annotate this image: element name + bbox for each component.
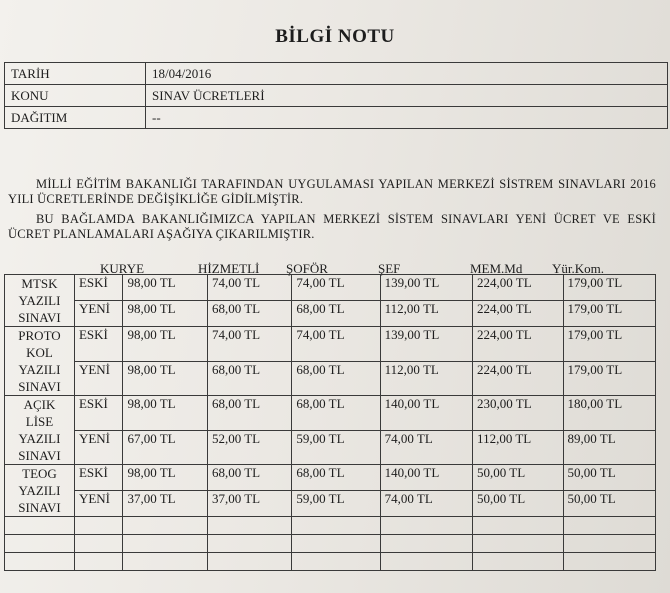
exam-name-line: TEOG <box>22 466 57 481</box>
table-row <box>5 327 656 362</box>
fee-value-cell: 37,00 TL <box>207 491 291 517</box>
empty-cell <box>380 535 472 553</box>
column-header-sofor: ŞOFÖR <box>286 261 328 276</box>
empty-cell <box>5 535 75 553</box>
fee-value-cell: 179,00 TL <box>563 275 655 301</box>
fee-value-cell: 59,00 TL <box>292 491 380 517</box>
info-table <box>4 62 668 129</box>
empty-row <box>5 517 656 535</box>
exam-name-line: SINAVI <box>18 310 61 325</box>
empty-cell <box>473 553 564 571</box>
table-row <box>5 430 656 465</box>
fee-value-cell: 67,00 TL <box>123 430 207 465</box>
empty-cell <box>5 517 75 535</box>
fee-value-cell: 230,00 TL <box>473 396 564 431</box>
meta-label: TARİH <box>5 63 146 85</box>
table-row <box>5 491 656 517</box>
fee-type-cell: YENİ <box>74 491 123 517</box>
exam-name-line: SINAVI <box>18 500 61 515</box>
empty-row <box>5 553 656 571</box>
meta-row-subject <box>5 85 668 107</box>
column-header-sef: ŞEF <box>378 261 401 276</box>
column-header-kurye: KURYE <box>100 261 145 276</box>
fee-value-cell: 74,00 TL <box>380 430 472 465</box>
fee-value-cell: 98,00 TL <box>123 275 207 301</box>
exam-name-line: YAZILI <box>18 362 61 377</box>
fee-value-cell: 180,00 TL <box>563 396 655 431</box>
table-row <box>5 396 656 431</box>
empty-cell <box>123 517 207 535</box>
fee-value-cell: 140,00 TL <box>380 396 472 431</box>
empty-cell <box>292 535 380 553</box>
empty-cell <box>74 517 123 535</box>
fee-value-cell: 98,00 TL <box>123 465 207 491</box>
meta-row-date <box>5 63 668 85</box>
empty-cell <box>563 535 655 553</box>
fee-value-cell: 98,00 TL <box>123 361 207 396</box>
fee-value-cell: 179,00 TL <box>563 301 655 327</box>
fee-type-cell: YENİ <box>74 301 123 327</box>
fee-value-cell: 224,00 TL <box>473 275 564 301</box>
meta-label: KONU <box>5 85 146 107</box>
fee-type-cell: ESKİ <box>74 465 123 491</box>
fee-value-cell: 74,00 TL <box>207 275 291 301</box>
fee-value-cell: 112,00 TL <box>380 361 472 396</box>
empty-cell <box>380 553 472 571</box>
fee-value-cell: 68,00 TL <box>207 301 291 327</box>
document-title: BİLGİ NOTU <box>275 26 395 47</box>
empty-cell <box>292 517 380 535</box>
fee-type-cell: YENİ <box>74 430 123 465</box>
fee-value-cell: 59,00 TL <box>292 430 380 465</box>
fee-value-cell: 98,00 TL <box>123 301 207 327</box>
fee-value-cell: 112,00 TL <box>380 301 472 327</box>
fee-value-cell: 139,00 TL <box>380 275 472 301</box>
exam-name-line: YAZILI <box>18 431 61 446</box>
fee-value-cell: 224,00 TL <box>473 301 564 327</box>
fee-type-cell: YENİ <box>74 361 123 396</box>
meta-value: 18/04/2016 <box>146 63 668 85</box>
exam-name-cell <box>5 327 75 396</box>
fee-value-cell: 74,00 TL <box>292 327 380 362</box>
fee-value-cell: 68,00 TL <box>207 396 291 431</box>
empty-cell <box>5 553 75 571</box>
table-row <box>5 301 656 327</box>
meta-row-distribution <box>5 107 668 129</box>
exam-name-line: PROTO <box>18 328 61 343</box>
exam-name-line: LİSE <box>25 414 54 429</box>
meta-label: DAĞITIM <box>5 107 146 129</box>
empty-cell <box>563 553 655 571</box>
fee-type-cell: ESKİ <box>74 275 123 301</box>
empty-cell <box>563 517 655 535</box>
fee-table <box>4 274 656 571</box>
table-row <box>5 275 656 301</box>
detail-paragraph: BU BAĞLAMDA BAKANLIĞIMIZCA YAPILAN MERKEZİ SİSTEM SINAVLARI YENİ ÜCRET VE ESKİ ÜCRET PLANLAMALARI AŞAĞIYA ÇIKARILMIŞTIR. <box>8 212 656 241</box>
exam-name-cell <box>5 465 75 517</box>
exam-name-line: KOL <box>26 345 53 360</box>
intro-paragraph: MİLLİ EĞİTİM BAKANLIĞI TARAFINDAN UYGULAMASI YAPILAN MERKEZİ SİSTREM SINAVLARI 2016 YILI ÜCRETLERİNDE DEĞİŞİKLİĞE GİDİLMİŞTİR. <box>8 177 656 206</box>
fee-value-cell: 68,00 TL <box>292 465 380 491</box>
table-row <box>5 361 656 396</box>
fee-value-cell: 139,00 TL <box>380 327 472 362</box>
exam-name-line: YAZILI <box>18 293 61 308</box>
column-header-yur-kom: Yür.Kom. <box>552 261 604 276</box>
empty-cell <box>123 553 207 571</box>
exam-name-line: SINAVI <box>18 379 61 394</box>
empty-cell <box>207 553 291 571</box>
fee-value-cell: 68,00 TL <box>207 465 291 491</box>
fee-value-cell: 179,00 TL <box>563 327 655 362</box>
empty-cell <box>74 553 123 571</box>
empty-row <box>5 535 656 553</box>
exam-name-cell <box>5 275 75 327</box>
fee-type-cell: ESKİ <box>74 327 123 362</box>
fee-value-cell: 140,00 TL <box>380 465 472 491</box>
exam-name-line: MTSK <box>21 276 58 291</box>
exam-name-line: AÇIK <box>23 397 56 412</box>
meta-value: SINAV ÜCRETLERİ <box>146 85 668 107</box>
meta-value: -- <box>146 107 668 129</box>
empty-cell <box>473 517 564 535</box>
fee-value-cell: 68,00 TL <box>207 361 291 396</box>
fee-value-cell: 68,00 TL <box>292 301 380 327</box>
exam-name-cell <box>5 396 75 465</box>
empty-cell <box>292 553 380 571</box>
empty-cell <box>74 535 123 553</box>
fee-value-cell: 98,00 TL <box>123 396 207 431</box>
fee-value-cell: 50,00 TL <box>473 491 564 517</box>
fee-value-cell: 50,00 TL <box>473 465 564 491</box>
fee-value-cell: 50,00 TL <box>563 491 655 517</box>
exam-name-line: YAZILI <box>18 483 61 498</box>
empty-cell <box>380 517 472 535</box>
fee-value-cell: 50,00 TL <box>563 465 655 491</box>
table-row <box>5 465 656 491</box>
fee-value-cell: 74,00 TL <box>292 275 380 301</box>
fee-value-cell: 224,00 TL <box>473 327 564 362</box>
empty-cell <box>473 535 564 553</box>
fee-value-cell: 98,00 TL <box>123 327 207 362</box>
fee-value-cell: 68,00 TL <box>292 396 380 431</box>
fee-value-cell: 68,00 TL <box>292 361 380 396</box>
fee-value-cell: 112,00 TL <box>473 430 564 465</box>
empty-cell <box>123 535 207 553</box>
fee-value-cell: 74,00 TL <box>207 327 291 362</box>
column-header-mem-md: MEM.Md <box>470 261 523 276</box>
fee-value-cell: 37,00 TL <box>123 491 207 517</box>
fee-value-cell: 179,00 TL <box>563 361 655 396</box>
column-header-hizmetli: HİZMETLİ <box>198 261 260 276</box>
fee-value-cell: 89,00 TL <box>563 430 655 465</box>
fee-value-cell: 74,00 TL <box>380 491 472 517</box>
fee-type-cell: ESKİ <box>74 396 123 431</box>
fee-value-cell: 52,00 TL <box>207 430 291 465</box>
exam-name-line: SINAVI <box>18 448 61 463</box>
empty-cell <box>207 517 291 535</box>
fee-value-cell: 224,00 TL <box>473 361 564 396</box>
empty-cell <box>207 535 291 553</box>
